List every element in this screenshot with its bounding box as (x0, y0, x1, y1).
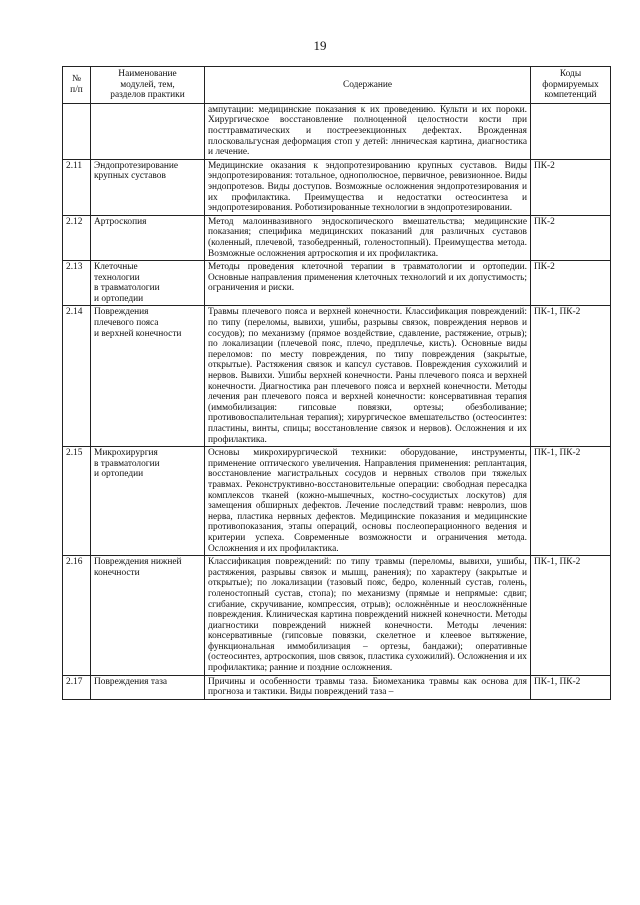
cell-module (91, 675, 205, 699)
module-line: и ортопедии (94, 293, 144, 304)
cell-codes: ПК-1, ПК-2 (531, 556, 611, 676)
cell-num: 2.16 (63, 556, 91, 676)
header-content: Содержание (205, 67, 531, 104)
module-line: Повреждения нижней (94, 557, 182, 568)
header-num: № п/п (63, 67, 91, 104)
page-number: 19 (313, 38, 327, 53)
cell-module (91, 215, 205, 260)
cell-codes: ПК-2 (531, 261, 611, 306)
cell-content: Классификация повреждений: по типу травмы (переломы, вывихи, ушибы, растяжения, разрывы связок и мышц, ранения); по характеру (закрытые и открытые); по локализации (тазовый пояс, бедро, коленный сустав, голень, голеностопный сустав, стопа); по механизму (прямые и непрямые: сдвиг, сгибание, скручивание, компрессия, отрыв); осложнённые и неосложнённые повреждения. Клиническая картина повреждений нижней конечности. Методы диагностики повреждений нижней конечности. Методы лечения: консервативные (гипсовые повязки, скелетное и клеевое вытяжение, функциональная иммобилизация – ортезы, бандажи); оперативные (остеосинтез, артроскопия, шов связок, пластика сухожилий). Осложнения и их профилактика; ранние и поздние осложнения. (205, 556, 531, 676)
cell-module (91, 556, 205, 676)
header-module: Наименование модулей, тем, разделов практики (91, 67, 205, 104)
module-line: и ортопедии (94, 469, 144, 480)
cell-codes: ПК-1, ПК-2 (531, 675, 611, 699)
module-line: Повреждения (94, 307, 149, 318)
module-line: крупных суставов (94, 171, 166, 182)
module-line: Клеточные (94, 262, 138, 273)
cell-codes: ПК-1, ПК-2 (531, 447, 611, 556)
cell-module (91, 261, 205, 306)
table-row (63, 556, 611, 676)
module-line: технологии (94, 272, 140, 283)
cell-content: ампутации: медицинские показания к их проведению. Культи и их пороки. Хирургическое восстановление полноценной целостности кости при посттравматических и постреезекционных дефектах. Врожденная плосковальгусная деформация стоп у детей: лнническая картина, диагностика и лечение. (205, 103, 531, 159)
module-line: Эндопротезирование (94, 160, 179, 171)
cell-content: Медицинские оказания к эндопротезированию крупных суставов. Виды эндопротезирования: тотальное, однополюсное, первичное, ревизионное. Виды эндопротезов. Виды доступов. Возможные осложнения эндопротезирования и их профилактика. Преимущества и недостатки остеосинтеза и эндопротезирования. Роботизированные технологии в эндопротезировании. (205, 159, 531, 215)
module-line: Повреждения таза (94, 676, 168, 687)
cell-content: Методы проведения клеточной терапии в травматологии и ортопедии. Основные направления применения клеточных технологий и их допустимость; ограничения и риски. (205, 261, 531, 306)
cell-content: Травмы плечевого пояса и верхней конечности. Классификация повреждений: по типу (переломы, вывихи, ушибы, разрывы связок, повреждения нервов и сосудов); по механизму (прямое воздействие, сдавление, растяжение, отрыв); по локализации (плечевой пояс, плечо, предплечье, кисть). Основные виды переломов: по месту повреждения, по типу повреждения (закрытые, открытые). Растяжения связок и капсул суставов. Повреждения сухожилий и нервов. Вывихи. Ушибы верхней конечности. Раны плечевого пояса и верхней конечности. Диагностика ран плечевого пояса и верхней конечности. Методы лечения ран плечевого пояса и верхней конечности: консервативная терапия (иммобилизация: гипсовые повязки, ортезы; обезболивание; противовоспалительная терапия); хирургическое вмешательство (остеосинтез: пластины, винты, спицы; восстановление связок и нервов). Осложнения и их профилактика. (205, 306, 531, 447)
table-row-continuation (63, 103, 611, 159)
table-row (63, 306, 611, 447)
cell-module (91, 159, 205, 215)
cell-content: Метод малоинвазивного эндоскопического вмешательства; медицинские показания; специфика медицинских показаний для различных суставов (коленный, плечевой, тазобедренный, голеностопный). Преимущества метода. Возможные осложнения артроскопия и их профилактика. (205, 215, 531, 260)
cell-num: 2.15 (63, 447, 91, 556)
curriculum-table (62, 66, 611, 700)
cell-num: 2.14 (63, 306, 91, 447)
table-row (63, 261, 611, 306)
cell-module (91, 447, 205, 556)
table-row (63, 447, 611, 556)
cell-num: 2.11 (63, 159, 91, 215)
cell-codes (531, 103, 611, 159)
module-line: Артроскопия (94, 216, 147, 227)
cell-codes: ПК-2 (531, 159, 611, 215)
cell-num: 2.13 (63, 261, 91, 306)
module-line: в травматологии (94, 283, 160, 294)
cell-codes: ПК-1, ПК-2 (531, 306, 611, 447)
header-codes: Коды формируемых компетенций (531, 67, 611, 104)
table-row (63, 215, 611, 260)
cell-content: Основы микрохирургической техники: оборудование, инструменты, применение оптического увеличения. Направления применения: реплантация, восстановление магистральных сосудов и нервных стволов при тяжелых травмах. Реконструктивно-восстановительные операции: свободная пересадка комплексов тканей (кожно-мышечных, костно-сосудистых лоскутов) для замещения обширных дефектов. Лечение последствий травм: невролиз, шов нерва, пластика нервных дефектов. Медицинские показания и медицинские противопоказания, этапы операций, основы послеоперационного ведения и критерии успеха. Современные возможности и ограничения метода. Осложнения и их профилактика. (205, 447, 531, 556)
cell-module (91, 306, 205, 447)
cell-module (91, 103, 205, 159)
cell-num: 2.17 (63, 675, 91, 699)
module-line: конечности (94, 567, 140, 578)
cell-content: Причины и особенности травмы таза. Биомеханика травмы как основа для прогноза и тактики. Виды повреждений таза – (205, 675, 531, 699)
cell-num (63, 103, 91, 159)
cell-num: 2.12 (63, 215, 91, 260)
module-line: плечевого пояса (94, 318, 159, 329)
module-line: и верхней конечности (94, 328, 182, 339)
cell-codes: ПК-2 (531, 215, 611, 260)
table-header-row (63, 67, 611, 104)
table-row (63, 159, 611, 215)
module-line: Микрохирургия (94, 448, 158, 459)
module-line: в травматологии (94, 458, 160, 469)
table-row (63, 675, 611, 699)
